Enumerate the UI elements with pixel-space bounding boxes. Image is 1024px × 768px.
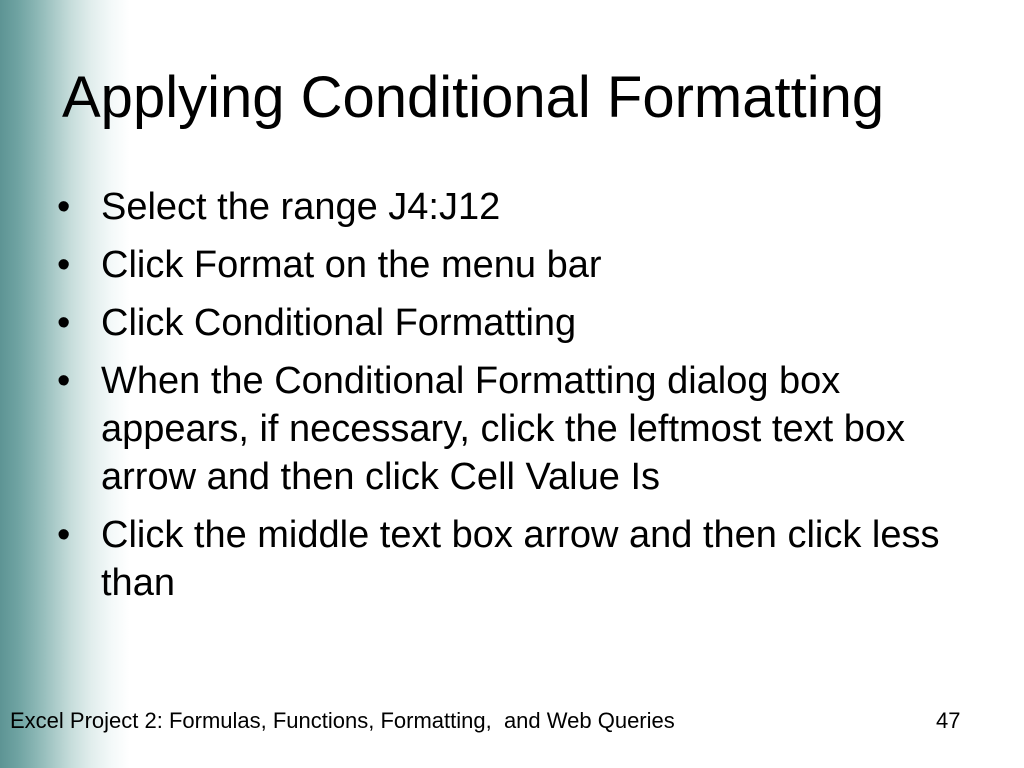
bullet-icon: • (57, 186, 71, 228)
bullet-text: Select the range J4:J12 (101, 186, 501, 228)
bullet-item (57, 299, 957, 347)
bullet-icon: • (57, 514, 71, 556)
bullet-text: Click Conditional Formatting (101, 302, 577, 344)
bullet-text: Click the middle text box arrow and then click less than (101, 514, 940, 604)
bullet-icon: • (57, 302, 71, 344)
bullet-item (57, 241, 957, 289)
page-number: 47 (936, 708, 961, 733)
bullet-icon: • (57, 244, 71, 286)
bullet-item (57, 357, 957, 501)
slide-footer: Excel Project 2: Formulas, Functions, Formatting, and Web Queries (10, 708, 675, 733)
bullet-list (57, 183, 957, 617)
bullet-icon: • (57, 360, 71, 402)
bullet-item (57, 511, 957, 607)
bullet-text: When the Conditional Formatting dialog box appears, if necessary, click the leftmost text box arrow and then click Cell Value Is (101, 360, 905, 498)
bullet-item (57, 183, 957, 231)
slide-title: Applying Conditional Formatting (62, 65, 885, 130)
bullet-text: Click Format on the menu bar (101, 244, 602, 286)
